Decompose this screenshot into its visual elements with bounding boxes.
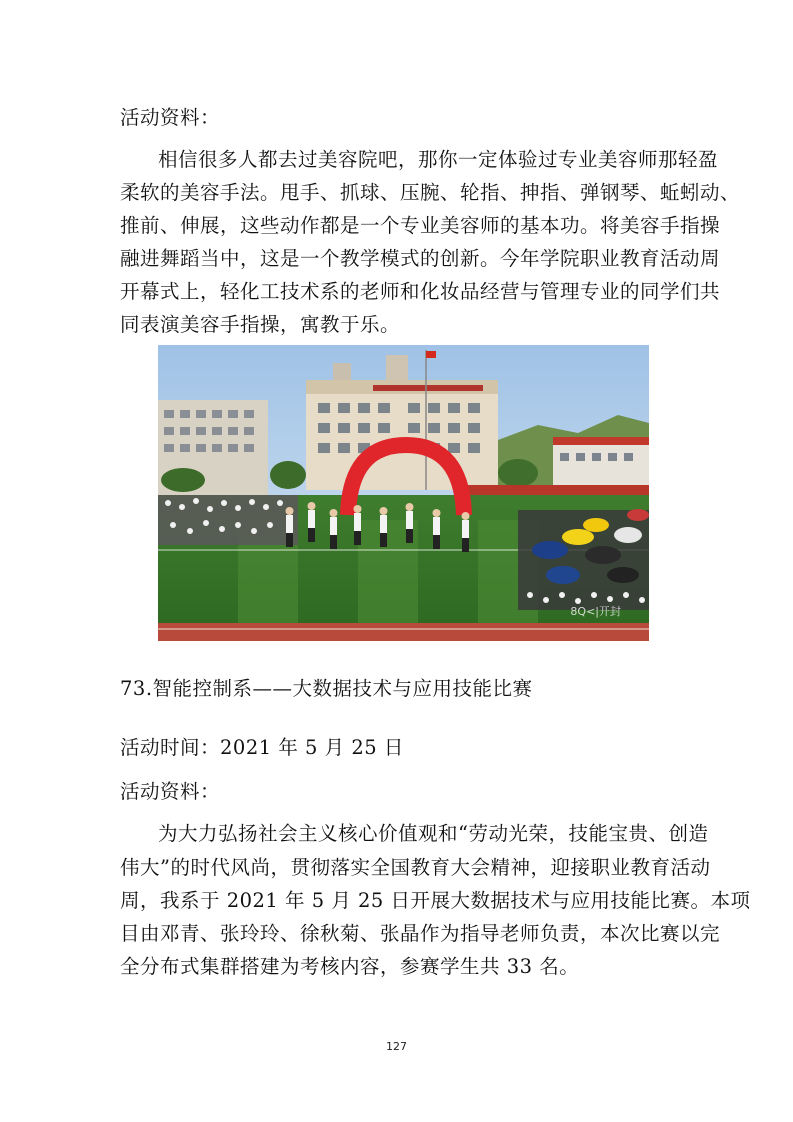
paragraph-2-line-1: 为大力弘扬社会主义核心价值观和“劳动光荣，技能宝贵、创造 — [158, 822, 709, 845]
paragraph-2-line-4: 目由邓青、张玲玲、徐秋菊、张晶作为指导老师负责，本次比赛以完 — [120, 922, 721, 945]
paragraph-1-line-1: 相信很多人都去过美容院吧，那你一定体验过专业美容师那轻盈 — [158, 148, 719, 171]
page-number: 127 — [386, 1040, 407, 1053]
paragraph-2-line-5: 全分布式集群搭建为考核内容，参赛学生共 33 名。 — [120, 955, 580, 978]
paragraph-1-line-4: 融进舞蹈当中，这是一个教学模式的创新。今年学院职业教育活动周 — [120, 247, 721, 270]
material-label-2: 活动资料： — [120, 780, 221, 803]
paragraph-1-line-6: 同表演美容手指操，寓教于乐。 — [120, 313, 401, 336]
photo-watermark: 8Q<|开封 — [570, 605, 621, 618]
event-photo-illustration — [158, 345, 649, 641]
paragraph-1-line-5: 开幕式上，轻化工技术系的老师和化妆品经营与管理专业的同学们共 — [120, 280, 721, 303]
paragraph-1-line-3: 推前、伸展，这些动作都是一个专业美容师的基本功。将美容手指操 — [120, 214, 721, 237]
paragraph-1-line-2: 柔软的美容手法。甩手、抓球、压腕、轮指、抻指、弹钢琴、蚯蚓动、 — [120, 181, 741, 204]
paragraph-2-line-2: 伟大”的时代风尚，贯彻落实全国教育大会精神，迎接职业教育活动 — [120, 856, 711, 879]
material-label-1: 活动资料： — [120, 106, 221, 129]
paragraph-2-line-3: 周，我系于 2021 年 5 月 25 日开展大数据技术与应用技能比赛。本项 — [120, 889, 751, 912]
section-heading: 73.智能控制系——大数据技术与应用技能比赛 — [120, 677, 533, 700]
activity-time: 活动时间：2021 年 5 月 25 日 — [120, 736, 404, 759]
event-photo — [158, 345, 649, 641]
